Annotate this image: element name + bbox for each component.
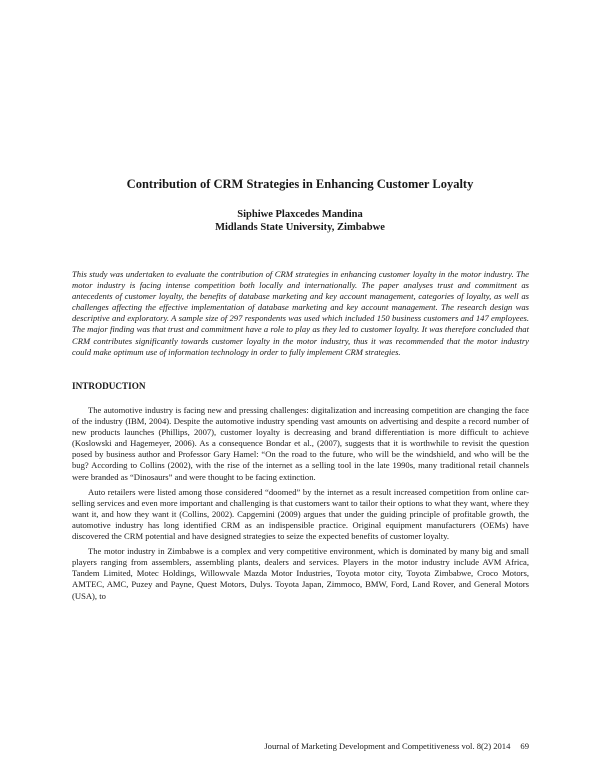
page-number: 69 — [520, 741, 529, 751]
paragraph: The automotive industry is facing new and pressing challenges: digitalization and increasing competition are changing the face of the industry (IBM, 2004). Despite the automotive industry spending vast amounts on advertising and despite a record number of new products launches (Phillips, 2007), customer loyalty is decreasing and brand differentiation is more difficult to achieve (Koslowski and Hagemeyer, 2006). As a consequence Bondar et al., (2007), suggests that it is worthwhile to revisit the question posed by business author and Professor Gary Hamel: “On the road to the future, who will be the windshield, and who will be the bug? According to Collins (2002), with the rise of the internet as a selling tool in the late 1990s, many traditional retail channels were branded as “Dinosaurs” and were thought to be facing extinction. — [72, 405, 529, 482]
page-footer — [264, 741, 529, 751]
paragraph: Auto retailers were listed among those considered “doomed” by the internet as a result increased competition from online car-selling services and even more important and challenging is that customers want to tailor their options to what they want, where they want it, and how they want it (Collins, 2002). Capgemini (2009) argues that under the guiding principle of profitable growth, the automotive industry has long identified CRM as an indispensible practice. Original equipment manufacturers (OEMs) have discovered the CRM potential and have designed strategies to seize the expected benefits of customer loyalty. — [72, 486, 529, 542]
paragraph: The motor industry in Zimbabwe is a complex and very competitive environment, which is dominated by many big and small players ranging from assemblers, assembling plants, dealers and services. Players in the motor industry include AVM Africa, Tandem Limited, Motec Holdings, Willowvale Mazda Motor Industries, Toyota motor city, Toyota Zimbabwe, Croco Motors, AMTEC, AMC, Puzey and Payne, Quest Motors, Dulys. Toyota Japan, Zimmoco, BMW, Ford, Land Rover, and General Motors (USA), to — [72, 546, 529, 601]
author-block — [0, 208, 600, 234]
author-name: Siphiwe Plaxcedes Mandina — [237, 209, 363, 220]
author-affiliation: Midlands State University, Zimbabwe — [215, 222, 385, 233]
abstract: This study was undertaken to evaluate the contribution of CRM strategies in enhancing customer loyalty in the motor industry. The motor industry is facing intense competition both locally and internationally. The paper analyses trust and commitment as antecedents of customer loyalty, the benefits of database marketing and key account management, categories of loyalty, as well as challenges affecting the effective implementation of database marketing and key account management. The research design was descriptive and exploratory. A sample size of 297 respondents was used which included 150 business customers and 147 employees. The major finding was that trust and commitment have a role to play as they led to customer loyalty. It was therefore concluded that CRM contributes significantly towards customer loyalty in the motor industry, thus it was recommended that the motor industry could make optimum use of information technology in order to fully implement CRM strategies. — [72, 269, 529, 357]
section-heading-introduction: INTRODUCTION — [72, 381, 146, 391]
paper-title: Contribution of CRM Strategies in Enhancing Customer Loyalty — [126, 177, 474, 191]
footer-journal: Journal of Marketing Development and Competitiveness vol. 8(2) 2014 — [264, 741, 511, 751]
body-text — [72, 405, 529, 606]
